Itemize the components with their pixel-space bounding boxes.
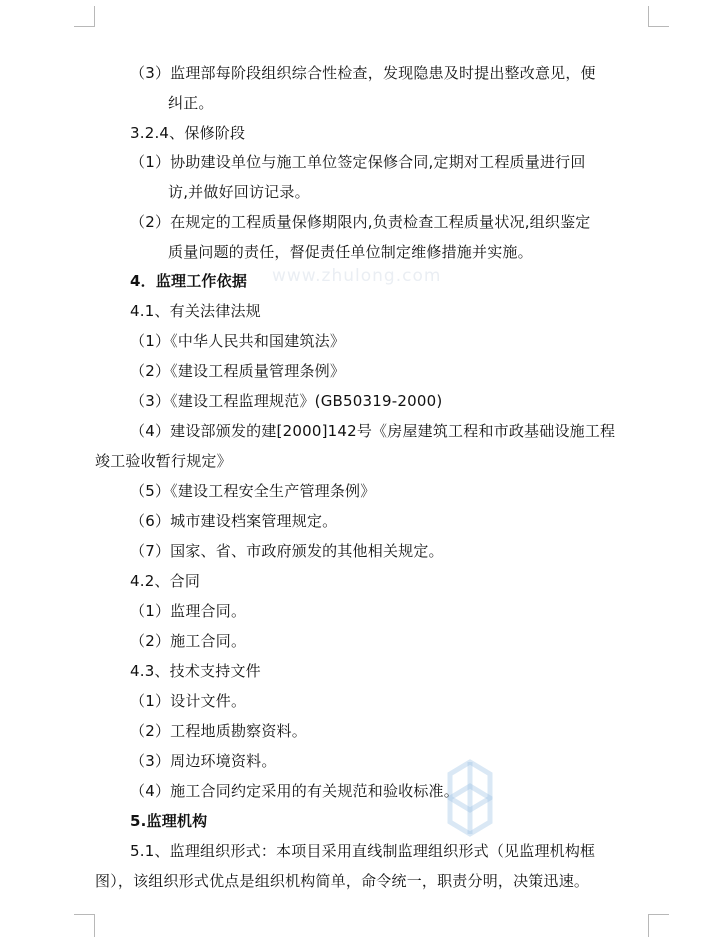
text-line: 纠正。 [168,94,214,112]
text-line: 质量问题的责任，督促责任单位制定维修措施并实施。 [168,243,533,261]
text-line: （4）施工合同约定采用的有关规范和验收标准。 [130,782,459,800]
text-line: （2）在规定的工程质量保修期限内,负责检查工程质量状况,组织鉴定 [130,213,591,231]
section-heading: 4.1、有关法律法规 [130,302,261,320]
text-line: 5.1、监理组织形式：本项目采用直线制监理组织形式（见监理机构框 [130,842,596,860]
text-line: （2）《建设工程质量管理条例》 [130,362,346,380]
text-line: （4）建设部颁发的建[2000]142号《房屋建筑工程和市政基础设施工程 [130,422,616,440]
text-line: 访,并做好回访记录。 [168,183,310,201]
section-heading: 3.2.4、保修阶段 [130,124,246,142]
crop-mark-top-left [74,6,95,27]
crop-mark-bottom-left [74,914,95,937]
text-line: （1）设计文件。 [130,692,247,710]
text-line: （7）国家、省、市政府颁发的其他相关规定。 [130,542,444,560]
text-line: （5）《建设工程安全生产管理条例》 [130,482,376,500]
text-line: （2）工程地质勘察资料。 [130,722,307,740]
section-heading: 4.3、技术支持文件 [130,662,261,680]
section-heading: 4.2、合同 [130,572,201,590]
text-line: （1）监理合同。 [130,602,247,620]
text-line: （3）周边环境资料。 [130,752,277,770]
text-line: 竣工验收暂行规定》 [95,452,232,470]
crop-mark-top-right [648,6,669,27]
section-heading: 5.监理机构 [130,812,208,830]
text-line: （6）城市建设档案管理规定。 [130,512,338,530]
text-line: （1）《中华人民共和国建筑法》 [130,332,346,350]
crop-mark-bottom-right [648,914,669,937]
section-heading: 4．监理工作依据 [130,272,248,290]
text-line: 图），该组织形式优点是组织机构简单，命令统一，职责分明，决策迅速。 [95,872,590,890]
text-line: （1）协助建设单位与施工单位签定保修合同,定期对工程质量进行回 [130,153,586,171]
text-line: （3）监理部每阶段组织综合性检查，发现隐患及时提出整改意见，便 [130,64,596,82]
watermark-text: www.zhulong.com [272,266,442,286]
text-line: （3）《建设工程监理规范》(GB50319-2000) [130,392,443,410]
text-line: （2）施工合同。 [130,632,247,650]
